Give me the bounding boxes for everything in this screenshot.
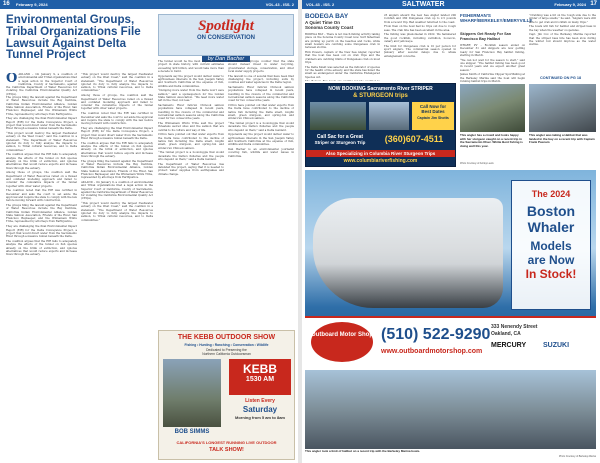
bodega-p0: BODEGA BAY – There is not much fishing activity taking place on the Sonoma County Coast now. Surf fishermen are picking up perch on the beaches and rocks, while small boaters are catching some Dungeness crab in between storms. bbox=[305, 33, 380, 50]
outboard-url[interactable]: www.outboardmotorshop.com bbox=[381, 348, 483, 355]
outboard-logo bbox=[311, 322, 373, 362]
halibut-limit-photo bbox=[305, 370, 596, 449]
fish2-p0: “Crabbing was a hit on the rough side due to the winter of large swells,” he said. “Anglers were still able to get crab and rockfish on many trips.” bbox=[529, 14, 596, 24]
kebb-outdoor-show-ad[interactable] bbox=[158, 330, 295, 460]
article-p5c: Among those of groups, the coalition said the Department of Water Resources relied on a flawed and outdated modeling approach and failed to consider the cumulative impacts of the tunnel together with other water projects. bbox=[81, 94, 153, 111]
sp-p2: “Dumping more water from the Delta won’t save salmon,” said a spokesperson for the Golden State Salmon Association. “We need more water left in the river, not less.” bbox=[158, 89, 224, 103]
suzuki-logo: SUZUKI bbox=[543, 342, 570, 349]
booking-call bbox=[412, 102, 454, 130]
booking-left2: Striper or Sturgeon Trip bbox=[314, 140, 366, 145]
kebb-line2: Dedicated to Preserving the bbox=[206, 348, 247, 352]
fisherman-headline: FISHERMAN'S WHARF/BERKELEY/EMERYVILLE bbox=[460, 13, 533, 23]
article-p3: “This project would destroy the largest freshwater estuary on the West Coast,” said the coalition in a statement. “The Department of Water Resources ignored its duty to fully analyze the impacts to salmon, to Tribal cultural resources, and to Delta communities.” bbox=[6, 132, 77, 152]
article-p5: Among those of groups, the coalition said the Department of Water Resources relied on a flawed and outdated modeling approach and failed to consider the cumulative impacts of the tunnel together with other water projects. bbox=[6, 171, 77, 188]
kebb-host: BOB SIMMS bbox=[174, 429, 210, 435]
booking-footer: Also Specializing in Columbia River Sturgeon Trips bbox=[306, 150, 455, 157]
credit-sturgeon: Photo Courtesy of Ashley Lewis bbox=[460, 162, 494, 165]
halibut-photo bbox=[529, 84, 596, 132]
kebb-day: Saturday bbox=[242, 405, 278, 414]
outboard-bar bbox=[305, 316, 596, 366]
sp-p10: Dan Bacher is an environmental journalist covering fish, wildlife and water issues in California. bbox=[228, 148, 294, 158]
drop-cap: O bbox=[6, 73, 18, 86]
article-p2: They are challenging the final Environmental Impact Report (EIR) for the Delta Conveyance Project, a project that would divert water from the Sacramento River through a massive tunnel beneath the Delta. bbox=[6, 117, 77, 131]
sturgeon-photo bbox=[460, 84, 525, 132]
article-p4b: The coalition argues that the EIR fails to adequately analyze the effects of the tunnel on fish species already on the brink of extinction, and ignores alternatives that would reduce exports and increase flows through the estuary. bbox=[6, 239, 77, 257]
kebb-line3: Northern California Outdoorsman bbox=[202, 352, 251, 356]
booking-left1: Call Sac for a Great bbox=[316, 134, 364, 140]
left-page-date: February 9, 2024 bbox=[16, 1, 48, 7]
kebb-time: Morning from 5 am to 8am bbox=[234, 415, 285, 420]
bodega-p2: The Delta Smelt was selected as the indicator of species for the health of the estuary, and the state has listed the smelt as endangered under the California Endangered Species Act. bbox=[305, 65, 380, 79]
bodega-article-col2 bbox=[384, 14, 456, 81]
credit-halibut-limit: Photo Courtesy of Berkeley Marina bbox=[558, 455, 596, 458]
bodega-sub1: A Quiet Time On bbox=[305, 20, 341, 25]
spotlight-byline: by Dan Bacher bbox=[159, 45, 293, 64]
whaler-line1: Boston bbox=[526, 203, 576, 219]
caption-halibut-limit: This angler took a limit of halibut on a recent trip with the Berkeley Marina boats. bbox=[305, 449, 421, 453]
kebb-tag2: TALK SHOW! bbox=[209, 447, 244, 453]
article-p1: The groups filing the lawsuit against the Department of Water Resources include the Bay Institute, California Indian Environmental Alliance, Golden State Salmon Association, Friends of the River, San Francisco Baykeeper, and the Winnemem Wintu Tribe, represented by attorneys from Earthjustice. bbox=[6, 96, 77, 116]
kebb-tag1: CALIFORNIA'S LONGEST RUNNING LIVE OUTDOOR bbox=[176, 440, 277, 445]
whaler-year: The 2024 bbox=[531, 189, 571, 199]
sp-p1b: Opponents say the project would deliver water to agribusiness interests in the San Joaquin Valley and Southern California at the expense of fish, wildlife and Delta communities. bbox=[228, 133, 294, 147]
kebb-line1: Fishing • Hunting • Ranching • Conservation • Wildlife bbox=[184, 343, 269, 347]
sp-p1: Opponents say the project would deliver water to agribusiness interests in the San Joaquin Valley and Southern California at the expense of fish, wildlife and Delta communities. bbox=[158, 74, 224, 88]
right-page-number: 17 bbox=[590, 1, 597, 7]
whaler-boat-photo bbox=[313, 198, 503, 308]
outboard-city: Oakland, CA bbox=[491, 331, 521, 337]
mercury-logo: MERCURY bbox=[491, 342, 527, 349]
continued-on[interactable]: CONTINUED ON PG 18 bbox=[540, 76, 582, 80]
kebb-station: KEBB bbox=[242, 362, 277, 376]
fisherman-sub2: Francisco Bay Halibut bbox=[460, 37, 500, 41]
now-booking-ad[interactable] bbox=[305, 83, 456, 167]
caption-sturgeon: This angler has a crowd and looks happy with her sturgeon caught on a recent trip in the Sacramento River. Whitie Bent fishing is doing well this year. bbox=[460, 134, 523, 148]
article-p2c: They are challenging the final Environmental Impact Report (EIR) for the Delta Conveyance Project, a project that would divert water from the Sacramento River through a massive tunnel beneath the Delta. bbox=[81, 126, 153, 140]
whaler-line3: Models bbox=[530, 239, 572, 253]
fish-p2: James Smith of California Clipper Sportfishing at the Berkeley Marina said the boat will begin running halibut trips in March. bbox=[460, 73, 525, 83]
bodega2-p3: The limit for Dungeness crab is 10 per person for sport anglers. The commercial season opened in January after several delays due to whale entanglement concerns. bbox=[384, 44, 456, 58]
fish2-p1: The boats will fish for halibut and striped bass in the bay when the weather cooperates. bbox=[529, 25, 596, 32]
article-p0c: AKLAND – On January 9, a coalition of environmental and Tribal organizations filed a legal action in the Superior Court of California, County of Sacramento, against the California Department of Water Resources for violating the California Environmental Quality Act (CEQA). bbox=[81, 180, 153, 201]
whaler-line5: In Stock! bbox=[525, 267, 577, 281]
booking-line2: & STURGEON trips bbox=[353, 93, 408, 99]
spotlight-title: Spotlight bbox=[198, 18, 254, 34]
right-page-volume: VOL.43 - ISS. 2 bbox=[306, 1, 335, 7]
sp-p6: “The tunnel project is a boondoggle that would devastate the Delta’s fisheries and the people who depend on them,” said a Delta resident. bbox=[158, 151, 224, 162]
bodega-sub2: Sonoma County Coast bbox=[305, 25, 354, 30]
booking-url[interactable]: www.columbiariverfishing.com bbox=[343, 158, 418, 164]
booking-captain: Captain Jim Shotts bbox=[417, 116, 449, 120]
bodega-article bbox=[305, 33, 380, 81]
spotlight-col1 bbox=[158, 60, 224, 328]
kebb-logo bbox=[229, 359, 291, 395]
boat-photo bbox=[369, 102, 409, 130]
fish-photo bbox=[310, 102, 366, 130]
left-page-volume: VOL.43 - ISS. 2 bbox=[265, 1, 294, 7]
bodega2-p2: The fishing was phenomenal in 2022. We hammered the good rockfish, including vermilion, bocaccio, canary and yelloweye. bbox=[384, 33, 456, 44]
kebb-listen: Listen Every bbox=[245, 398, 275, 404]
sp-p6b: “The tunnel project is a boondoggle that would devastate the Delta’s fisheries and the people who depend on them,” said a Delta resident. bbox=[228, 122, 294, 132]
article-p3c: “This project would destroy the largest freshwater estuary on the West Coast,” said the coalition in a statement. “The Department of Water Resources ignored its duty to fully analyze the impacts to salmon, to Tribal cultural resources, and to Delta communities.” bbox=[81, 73, 153, 93]
left-page-number: 16 bbox=[3, 1, 10, 7]
article-p4: The coalition argues that the EIR fails to adequately analyze the effects of the tunnel on fish species already on the brink of extinction, and ignores alternatives that would reduce exports and increase flows through the estuary. bbox=[6, 153, 77, 170]
bodega-headline: BODEGA BAY bbox=[305, 13, 349, 20]
whaler-line2: Whaler bbox=[527, 219, 575, 235]
sp-p5b: Critics have pointed out that water exports from the Delta have contributed to the decline of native fish including the Delta smelt, longfin smelt, green sturgeon, and spring-run and winter-run Chinook salmon. bbox=[228, 104, 294, 121]
caption-halibut: This angler was taking a Halibut that was landed in the bay on a recent trip with Captain Frank Pasnam bbox=[529, 134, 595, 145]
sp-p3: Sacramento River fall-run Chinook salmon populations have collapsed in recent years, resulting in the closure of the commercial and recreational salmon seasons along the California coast for two consecutive years. bbox=[158, 104, 224, 121]
sp-p0: The tunnel would be the most expensive water project in state history, with current estimates exceeding $20 billion, and would take more than a decade to build. bbox=[158, 60, 224, 73]
bodega2-p1: From then on the boat had no trips out due to rough seas. The crab bite has been excellent in the area. bbox=[384, 25, 456, 32]
spotlight-subtitle: ON CONSERVATION bbox=[196, 35, 255, 41]
left-page-header bbox=[0, 0, 298, 9]
article-p3d: “This project would destroy the largest freshwater estuary on the West Coast,” said the coalition in a statement. “The Department of Water Resources ignored its duty to fully analyze the impacts to salmon, to Tribal cultural resources, and to Delta communities.” bbox=[81, 202, 153, 222]
article-p0: AKLAND – On January 9, a coalition of environmental and Tribal organizations filed a legal action in the Superior Court of California, County of Sacramento, against the California Department of Water Resources for violating the California Environmental Quality Act (CEQA). bbox=[6, 73, 77, 96]
lawsuit-headline: Environmental Groups, Tribal Organizations File Lawsuit Against Delta Tunnel Project bbox=[6, 13, 141, 62]
right-page-header bbox=[302, 0, 600, 9]
bodega2-p0: 23 anglers aboard the new Sea Angler landed 200 rockfish and 260 Dungeness crab up to 2.5 pounds from a recent trip. Bad weather returned to the coast. bbox=[384, 14, 456, 24]
outboard-name: Outboard Motor Shop bbox=[311, 332, 373, 338]
whaler-line4: are Now bbox=[527, 253, 575, 267]
whaler-panel bbox=[511, 180, 591, 310]
booking-line1: NOW BOOKING Sacramento River STRIPER bbox=[328, 86, 433, 92]
fish2-p2: Capt. Jim Cox of the Berkeley Marina reported that the striped bass bite has been slow during the winter but should improve as the water warms. bbox=[529, 33, 596, 47]
article-p4c: The coalition argues that the EIR fails to adequately analyze the effects of the tunnel on fish species already on the brink of extinction, and ignores alternatives that would reduce exports and increase flows through the estuary. bbox=[81, 141, 153, 158]
page-gutter bbox=[298, 0, 302, 463]
article-p6: The coalition noted that the EIR was certified in December and asks the court to set aside the approval and require the state to comply with the law before moving forward with construction. bbox=[6, 189, 77, 203]
sp-p7: The Department of Water Resources has defended the project, saying that it is needed to protect water supplies from earthquakes and climate change. bbox=[158, 162, 224, 176]
spotlight-logo bbox=[158, 14, 294, 62]
sp-p8: Environmental groups counter that the state should instead invest in water recycling, groundwater storage, conservation, and other local water supply projects. bbox=[228, 60, 294, 73]
boston-whaler-ad[interactable] bbox=[305, 170, 596, 366]
host-photo bbox=[163, 359, 221, 427]
booking-sub2: Best Dates bbox=[421, 109, 445, 114]
article-p2b: They are challenging the final Environmental Impact Report (EIR) for the Delta Conveyance Project, a project that would divert water from the Sacramento River through a massive tunnel beneath the Delta. bbox=[6, 225, 77, 239]
booking-phone[interactable]: (360)607-4511 bbox=[384, 134, 444, 144]
outboard-phone[interactable]: (510) 522-9290 bbox=[381, 326, 491, 343]
fisherman-article-col2 bbox=[529, 14, 596, 74]
fish-p0: WHARF, PV – Rockfish season ended on December 31 and skippers are now getting ready for San Francisco Bay halibut fishing, starting in March. bbox=[460, 44, 525, 57]
article-p6c: The coalition noted that the EIR was certified in December and asks the court to set aside the approval and require the state to comply with the law before moving forward with construction. bbox=[81, 112, 153, 126]
lawsuit-article bbox=[6, 73, 77, 443]
fish-p1: “We can not wait for the season to start,” said one skipper. “The halibut fishing has been good in recent years and we expect another great season.” bbox=[460, 58, 525, 72]
bodega-p1: Rick Powers, captain of the New Sea Angler, reported that the boat has been out on crab trips and the crabbers are catching limits of Dungeness crab on most trips. bbox=[305, 50, 380, 64]
right-page-date: February 9, 2024 bbox=[554, 1, 586, 7]
fisherman-sub1: Skippers Get Ready For San bbox=[460, 32, 512, 36]
sp-p3b: Sacramento River fall-run Chinook salmon populations have collapsed in recent years, resulting in the closure of the commercial and recreational salmon seasons along the California coast for two consecutive years. bbox=[228, 86, 294, 103]
kebb-title: THE KEBB OUTDOOR SHOW bbox=[177, 334, 276, 341]
bodega-p3 bbox=[305, 80, 380, 81]
booking-sub: Call Now for bbox=[419, 104, 447, 109]
sp-p5: Critics have pointed out that water exports from the Delta have contributed to the decline of native fish including the Delta smelt, longfin smelt, green sturgeon, and spring-run and winter-run Chinook salmon. bbox=[158, 133, 224, 150]
article-p1c: The groups filing the lawsuit against the Department of Water Resources include the Bay Institute, California Indian Environmental Alliance, Golden State Salmon Association, Friends of the River, San Francisco Baykeeper, and the Winnemem Wintu Tribe, represented by attorneys from Earthjustice. bbox=[81, 159, 153, 180]
lawsuit-article-col2 bbox=[81, 73, 153, 443]
kebb-frequency: 1530 AM bbox=[245, 376, 275, 383]
outboard-address: 333 Nenendy Street bbox=[491, 324, 538, 330]
article-p1b: The groups filing the lawsuit against the Department of Water Resources include the Bay Institute, California Indian Environmental Alliance, Golden State Salmon Association, Friends of the River, San Francisco Baykeeper, and the Winnemem Wintu Tribe, represented by attorneys from Earthjustice. bbox=[6, 203, 77, 224]
sp-p9: The lawsuit is one of several that have been filed challenging the project, including suits by counties and water agencies in the Delta region. bbox=[228, 74, 294, 85]
section-title: SALTWATER bbox=[402, 0, 445, 8]
sp-p4: The Winnemem Wintu Tribe said the project threatens sacred sites and the salmon that are central to its culture and way of life. bbox=[158, 122, 224, 132]
spotlight-col2 bbox=[228, 60, 294, 328]
